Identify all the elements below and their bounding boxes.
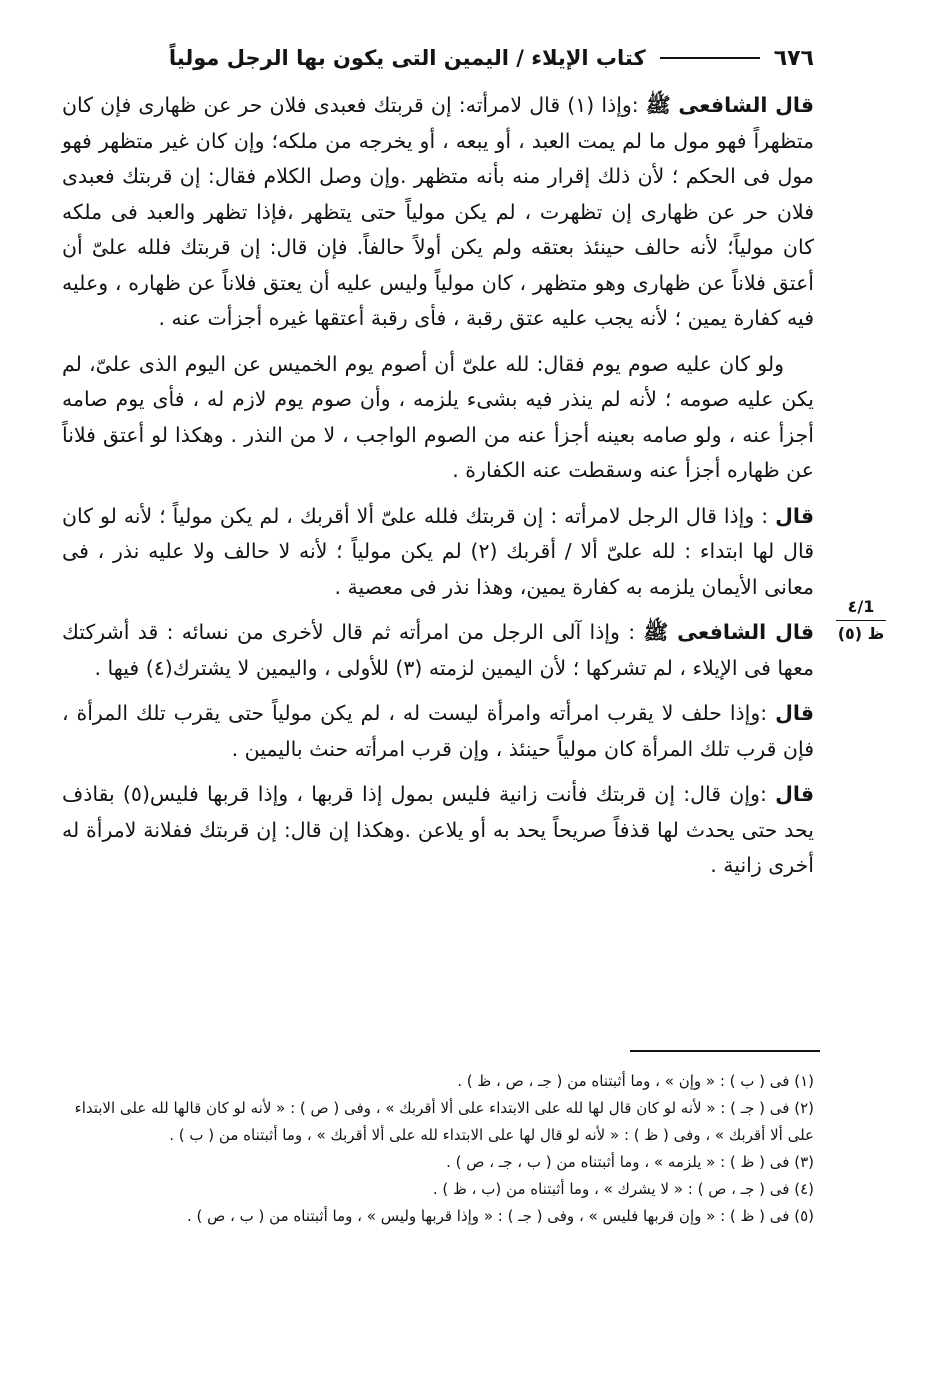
paragraph-text: : وإذا قال الرجل لامرأته : إن قربتك فلله علىّ ألا أقربك ، لم يكن مولياً ؛ لأنه لو كان قال لها ابتداء : لله علىّ ألا / أقربك (٢) لم يكن مولياً ؛ لأنه لا حالف ولا عليه نذر ، فى معانى الأيمان يلزمه به كفارة يمين، وهذا نذر فى معصية . xyxy=(62,503,814,599)
paragraph-text: :وإذا حلف لا يقرب امرأته وامرأة ليست له ، لم يكن مولياً حتى يقرب تلك المرأة ، فإن قرب تلك المرأة كان مولياً حينئذ ، وإن قرب امرأته حنث باليمين . xyxy=(62,701,814,761)
header-rule xyxy=(660,57,760,59)
paragraph-text: :وإن قال: إن قربتك فأنت زانية فليس بمول إذا قربها ، وإذا قربها فليس(٥) بقاذف يحد حتى يحدث لها قذفاً صريحاً يحد به أو يلاعن .وهكذا إن قال: إن قربتك ففلانة لامرأة له أخرى زانية . xyxy=(62,782,814,877)
paragraph-text: : وإذا آلى الرجل من امرأته ثم قال لأخرى من نسائه : قد أشركتك معها فى الإيلاء ، لم تشركها ؛ لأن اليمين لزمته (٣) للأولى ، واليمين لا يشترك(٤) فيها . xyxy=(62,620,814,680)
page-header xyxy=(62,40,814,76)
running-title: كتاب الإيلاء / اليمين التى يكون بها الرجل مولياً xyxy=(168,46,646,70)
paragraph-lead: قال xyxy=(775,782,814,806)
paragraph-text: :وإذا (١) قال لامرأته: إن قربتك فعبدى فلان حر عن ظهارى فإن كان متظهراً فهو مول ما لم يمت العبد ، أو يبعه ، أو يخرجه من ملكه؛ وإن كان غير متظهر فهو مول فى الحكم ؛ لأن ذلك إقرار منه بأنه متظهر .وإن وصل الكلام فقال: إن قربتك فعبدى فلان حر عن ظهارى إن تظهرت ، لم يكن مولياً حتى يتظهر ،فإذا تظهر والعبد فى ملكه كان مولياً؛ لأنه حالف حينئذ بعتقه ولم يكن أولاً حالفاً. فإن قال: إن قربتك فلله علىّ أن أعتق فلاناً عن ظهارى وهو متظهر ، كان مولياً وليس عليه أن يعتق فلاناً عن ظهاره ، وعليه فيه كفارة يمين ؛ لأنه يجب عليه عتق رقبة ، فأى رقبة أعتقها غيره أجزأت عنه . xyxy=(62,93,814,330)
paragraph xyxy=(62,499,814,606)
margin-note-folio: 1/٤ xyxy=(836,596,886,621)
footnote: (٢) فى ( جـ ) : « لأنه لو كان قال لها لله على الابتداء على ألا أقربك » ، وفى ( ص ) : « لأنه لو كان قالها لله على الابتداء على ألا أقربك » ، وفى ( ظ ) : « لأنه لو قال لها على الابتداء لله على ألا أقربك » ، وما أثبتناه من ( ب ) . xyxy=(74,1099,814,1144)
footnote: (٣) فى ( ظ ) : « يلزمه » ، وما أثبتناه من ( ب ، جـ ، ص ) . xyxy=(446,1153,814,1171)
footnotes xyxy=(62,1068,814,1230)
paragraph-lead: قال الشافعى ﷺ xyxy=(643,620,814,644)
paragraph xyxy=(62,615,814,686)
paragraph xyxy=(62,347,814,489)
page-number: ٦٧٦ xyxy=(773,45,814,71)
paragraph xyxy=(62,777,814,884)
footnote: (٥) فى ( ظ ) : « وإن قربها فليس » ، وفى ( جـ ) : « وإذا قربها وليس » ، وما أثبتناه من ( ب ، ص ) . xyxy=(187,1207,814,1225)
paragraph-lead: قال xyxy=(775,503,814,528)
footnote: (١) فى ( ب ) : « وإن » ، وما أثبتناه من ( جـ ، ص ، ظ ) . xyxy=(457,1072,814,1090)
paragraph-lead: قال الشافعى ﷺ xyxy=(645,93,814,117)
main-text xyxy=(62,88,814,894)
paragraph xyxy=(62,696,814,767)
paragraph-text: ولو كان عليه صوم يوم فقال: لله علىّ أن أصوم يوم الخميس عن اليوم الذى علىّ، لم يكن عليه صومه ؛ لأنه لم ينذر فيه بشىء يلزمه ، وأن صوم يوم لازم له ، فأى يوم صامه أجزأ عنه ، ولو صامه بعينه أجزأ عنه من الصوم الواجب ، لا من النذر . وهكذا لو أعتق فلاناً عن ظهاره أجزأ عنه وسقطت عنه الكفارة . xyxy=(62,351,814,482)
margin-note-manuscript: ظ (٥) xyxy=(837,624,885,643)
paragraph xyxy=(62,88,814,337)
paragraph-lead: قال xyxy=(775,701,814,725)
footnote-rule xyxy=(630,1050,820,1052)
margin-note xyxy=(836,596,886,645)
footnote: (٤) فى ( جـ ، ص ) : « لا يشرك » ، وما أثبتناه من (ب ، ظ ) . xyxy=(432,1180,814,1198)
